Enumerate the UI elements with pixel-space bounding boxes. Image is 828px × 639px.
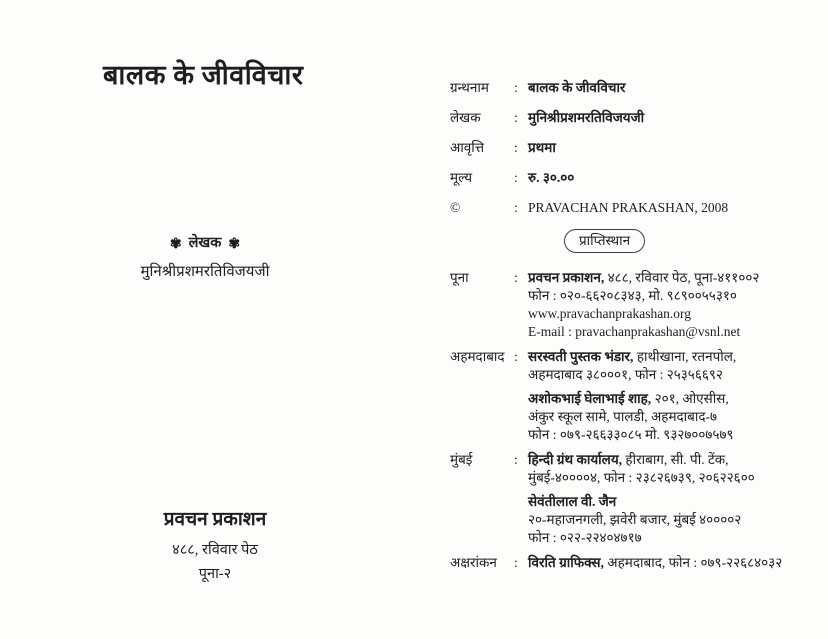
field-edition [450, 139, 822, 156]
field-book-name [450, 79, 822, 96]
location-poona [450, 269, 822, 341]
location-label: पूना [450, 270, 469, 285]
email-line: E-mail : pravachanprakashan@vsnl.net [528, 324, 741, 339]
location-entries [528, 348, 822, 444]
imprint-block [108, 505, 322, 583]
colon-separator: : [514, 80, 518, 95]
publisher-name: प्रवचन प्रकाशन [163, 509, 267, 530]
availability-badge: प्राप्तिस्थान [564, 229, 645, 253]
colon-separator: : [514, 140, 518, 155]
colon-separator: : [514, 170, 518, 185]
location-ahmedabad [450, 348, 822, 444]
flower-ornament-icon: ✾ [169, 237, 182, 252]
field-copyright [450, 199, 822, 216]
website-line: www.pravachanprakashan.org [528, 306, 692, 321]
address-line: अशोकभाई घेलाभाई शाह, २०१, ओएसीस, [528, 391, 729, 406]
seller-entry [528, 390, 822, 444]
location-entries [528, 269, 822, 341]
field-label: ग्रन्थनाम [450, 80, 489, 95]
phone-line: फोन : ०२२-२२४०४७१७ [528, 530, 642, 545]
publisher-city: पूना-२ [198, 566, 232, 582]
book-title: बालक के जीवविचार [103, 60, 304, 90]
field-label: आवृत्ति [450, 140, 485, 155]
phone-line: फोन : ०७९-२६६३३०८५ मो. ९३२७००७५७९ [528, 427, 734, 442]
colon-separator: : [514, 270, 518, 285]
seller-entry [528, 451, 822, 487]
location-label: अक्षरांकन [450, 555, 497, 570]
seller-entry [528, 493, 822, 547]
colon-separator: : [514, 555, 518, 570]
address-line: हिन्दी ग्रंथ कार्यालय, हीराबाग, सी. पी. टेंक, [528, 452, 729, 467]
flower-ornament-icon: ✾ [228, 237, 241, 252]
address-line: सेवंतीलाल वी. जैन [528, 494, 617, 509]
field-author [450, 109, 822, 126]
field-value: मुनिश्रीप्रशमरतिविजयजी [528, 110, 645, 125]
phone-line: मुंबई-४००००४, फोन : २३८२६७३९, २०६२२६०० [528, 470, 755, 485]
author-name: मुनिश्रीप्रशमरतिविजयजी [140, 264, 270, 280]
address-line: सरस्वती पुस्तक भंडार, हाथीखाना, रतनपोल, [528, 349, 737, 364]
address-line: २०-महाजनगली, झवेरी बजार, मुंबई ४००००२ [528, 512, 742, 527]
colon-separator: : [514, 349, 518, 364]
location-mumbai [450, 451, 822, 547]
location-label: अहमदाबाद [450, 349, 505, 364]
field-value: बालक के जीवविचार [528, 80, 626, 95]
phone-line: अहमदाबाद ३८०००१, फोन : २५३५६६९२ [528, 367, 723, 382]
location-entries [528, 451, 822, 547]
field-price [450, 169, 822, 186]
colon-separator: : [514, 200, 518, 215]
seller-entry [528, 348, 822, 384]
seller-entry [528, 554, 822, 572]
copyright-symbol: © [450, 200, 461, 215]
author-heading-label: लेखक [188, 235, 222, 251]
author-heading [100, 232, 310, 252]
author-block [100, 232, 310, 281]
typesetting-credit [450, 554, 822, 572]
field-value: रु. ३०.०० [528, 170, 575, 185]
publisher-street: ४८८, रविवार पेठ [172, 542, 258, 558]
phone-line: फोन : ०२०-६६२०८३४३, मो. ९८९००५५३१० [528, 288, 737, 303]
publication-details [450, 79, 822, 579]
address-line: प्रवचन प्रकाशन, ४८८, रविवार पेठ, पूना-४११००२ [528, 270, 760, 285]
address-line: अंकुर स्कूल सामे, पालडी, अहमदाबाद-७ [528, 409, 718, 424]
location-entries [528, 554, 822, 572]
field-value: प्रथमा [528, 140, 556, 155]
field-label: मूल्य [450, 170, 473, 185]
field-label: लेखक [450, 110, 481, 125]
availability-heading-row [450, 229, 822, 253]
credit-line: विरति ग्राफिक्स, अहमदाबाद, फोन : ०७९-२२६८४०३२ [528, 555, 783, 570]
colon-separator: : [514, 110, 518, 125]
colon-separator: : [514, 452, 518, 467]
location-label: मुंबई [450, 452, 473, 467]
field-value: PRAVACHAN PRAKASHAN, 2008 [528, 200, 729, 215]
seller-entry [528, 269, 822, 341]
